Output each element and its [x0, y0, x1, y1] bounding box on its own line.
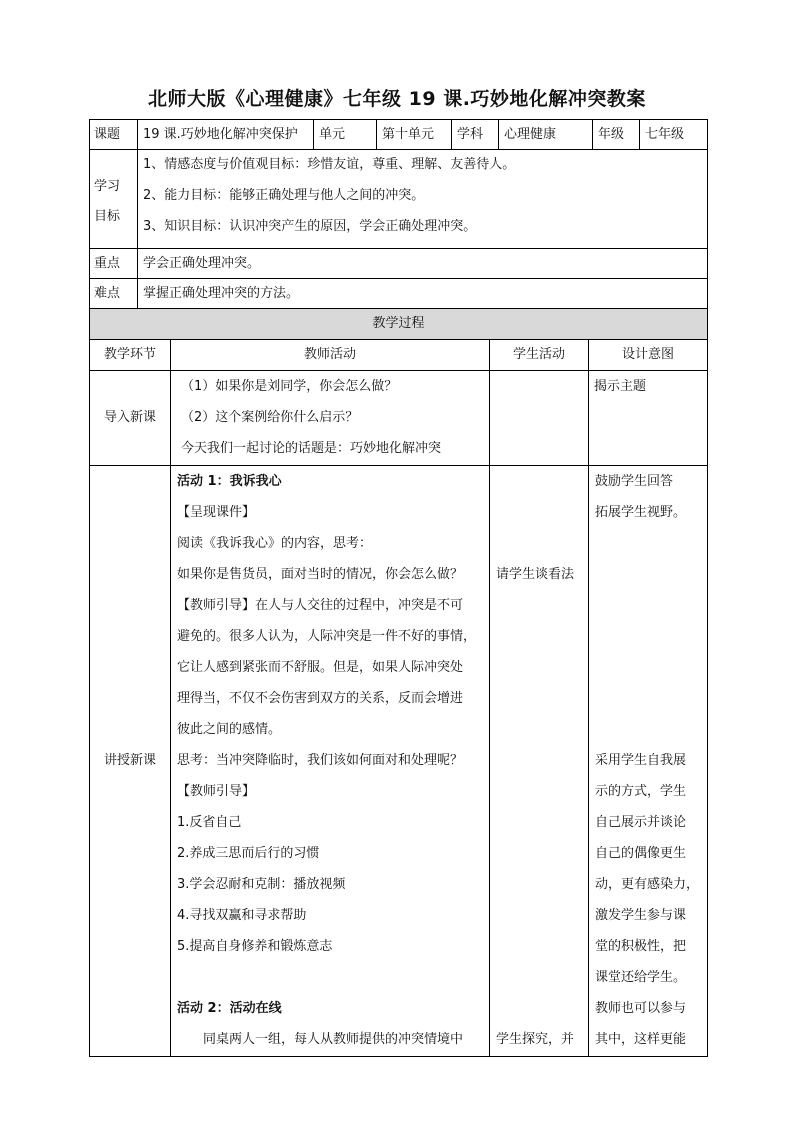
process-header: 教学过程 [90, 309, 708, 340]
grade-value: 七年级 [640, 120, 708, 150]
main-row [90, 466, 708, 1057]
unit-value: 第十单元 [377, 120, 452, 150]
purpose-line: 动，更有感染力， [595, 877, 700, 892]
main-teacher [171, 466, 490, 1057]
intro-teacher [171, 371, 490, 466]
student-line [496, 528, 583, 559]
objectives-label [90, 150, 138, 249]
column-header-student: 学生活动 [490, 340, 589, 371]
student-line [496, 900, 583, 931]
objectives-label-line: 目标 [94, 208, 121, 224]
purpose-line [595, 621, 703, 652]
column-header-purpose: 设计意图 [589, 340, 708, 371]
purpose-line [595, 559, 703, 590]
purpose-line: 拓展学生视野。 [595, 505, 687, 520]
student-line [496, 466, 583, 497]
process-header-row [90, 309, 708, 340]
intro-student [490, 371, 589, 466]
info-row [90, 120, 708, 150]
intro-teacher-line: （1）如果你是刘同学，你会怎么做？ [181, 379, 398, 394]
teacher-line: 【教师引导】在人与人交往的过程中，冲突是不可 [177, 598, 464, 613]
objective-item: 3、知识目标：认识冲突产生的原因，学会正确处理冲突。 [143, 219, 477, 234]
teacher-line [177, 962, 485, 993]
teacher-line: 2.养成三思而后行的习惯 [177, 846, 320, 861]
purpose-line: 其中，这样更能 [595, 1032, 687, 1047]
purpose-line [595, 714, 703, 745]
key-label: 重点 [90, 249, 138, 279]
intro-purpose-line: 揭示主题 [594, 379, 647, 394]
student-line [496, 621, 583, 652]
student-line [496, 838, 583, 869]
student-line [496, 931, 583, 962]
key-point-row [90, 249, 708, 279]
student-line [496, 993, 583, 1024]
teacher-line: 3.学会忍耐和克制：播放视频 [177, 877, 346, 892]
student-line [496, 683, 583, 714]
column-header-stage: 教学环节 [90, 340, 171, 371]
difficulty-row [90, 279, 708, 309]
column-header-row [90, 340, 708, 371]
purpose-line: 激发学生参与课 [595, 908, 687, 923]
teacher-line: 它让人感到紧张而不舒服。但是，如果人际冲突处 [177, 660, 464, 675]
student-line [496, 497, 583, 528]
teacher-line: 4.寻找双赢和寻求帮助 [177, 908, 307, 923]
subject-value: 心理健康 [499, 120, 593, 150]
teacher-line: 1.反省自己 [177, 815, 242, 830]
column-header-teacher: 教师活动 [171, 340, 490, 371]
student-line [496, 776, 583, 807]
objective-item: 1、情感态度与价值观目标：珍惜友谊，尊重、理解、友善待人。 [143, 157, 516, 172]
student-line [496, 807, 583, 838]
teaching-process-table [89, 308, 708, 1057]
purpose-line: 堂的积极性，把 [595, 939, 687, 954]
activity-title: 活动 2：活动在线 [177, 1001, 282, 1016]
teacher-line: 思考：当冲突降临时，我们该如何面对和处理呢？ [177, 753, 464, 768]
main-purpose [589, 466, 708, 1057]
intro-row [90, 371, 708, 466]
purpose-line: 鼓励学生回答 [595, 474, 674, 489]
course-value: 19 课.巧妙地化解冲突保护 [138, 120, 314, 150]
page-title: 北师大版《心理健康》七年级 19 课.巧妙地化解冲突教案 [148, 88, 646, 110]
intro-purpose [589, 371, 708, 466]
purpose-line [595, 683, 703, 714]
purpose-line: 自己的偶像更生 [595, 846, 687, 861]
intro-teacher-line: 今天我们一起讨论的话题是：巧妙地化解冲突 [181, 441, 442, 456]
student-line [496, 652, 583, 683]
intro-stage: 导入新课 [90, 371, 171, 466]
unit-label: 单元 [314, 120, 377, 150]
teacher-line: 【呈现课件】 [177, 505, 256, 520]
objective-item: 2、能力目标：能够正确处理与他人之间的冲突。 [143, 188, 425, 203]
purpose-line [595, 652, 703, 683]
teacher-line: 如果你是售货员，面对当时的情况，你会怎么做？ [177, 567, 464, 582]
purpose-line [595, 590, 703, 621]
teacher-line: 同桌两人一组，每人从教师提供的冲突情境中 [203, 1032, 464, 1047]
objectives-content [138, 150, 708, 249]
teacher-line: 阅读《我诉我心》的内容，思考： [177, 536, 373, 551]
difficulty-value: 掌握正确处理冲突的方法。 [138, 279, 708, 309]
lesson-info-table [89, 119, 708, 309]
purpose-line: 教师也可以参与 [595, 1001, 687, 1016]
grade-label: 年级 [593, 120, 640, 150]
purpose-line: 课堂还给学生。 [595, 970, 687, 985]
activity-title: 活动 1：我诉我心 [177, 474, 282, 489]
student-line [496, 745, 583, 776]
subject-label: 学科 [452, 120, 499, 150]
objectives-label-line: 学习 [94, 178, 121, 194]
teacher-line: 避免的。很多人认为，人际冲突是一件不好的事情， [177, 629, 477, 644]
main-stage: 讲授新课 [90, 466, 171, 1057]
teacher-line: 彼此之间的感情。 [177, 722, 282, 737]
key-value: 学会正确处理冲突。 [138, 249, 708, 279]
student-line: 请学生谈看法 [496, 567, 575, 582]
difficulty-label: 难点 [90, 279, 138, 309]
student-line: 学生探究，并 [496, 1032, 575, 1047]
main-student [490, 466, 589, 1057]
purpose-line [595, 528, 703, 559]
student-line [496, 714, 583, 745]
teacher-line: 理得当，不仅不会伤害到双方的关系，反而会增进 [177, 691, 464, 706]
intro-teacher-line: （2）这个案例给你什么启示？ [181, 410, 359, 425]
course-label: 课题 [90, 120, 138, 150]
purpose-line: 采用学生自我展 [595, 753, 687, 768]
teacher-line: 5.提高自身修养和锻炼意志 [177, 939, 333, 954]
student-line [496, 590, 583, 621]
purpose-line: 自己展示并谈论 [595, 815, 687, 830]
student-line [496, 869, 583, 900]
purpose-line: 示的方式，学生 [595, 784, 687, 799]
objectives-row [90, 150, 708, 249]
teacher-line: 【教师引导】 [177, 784, 256, 799]
student-line [496, 962, 583, 993]
